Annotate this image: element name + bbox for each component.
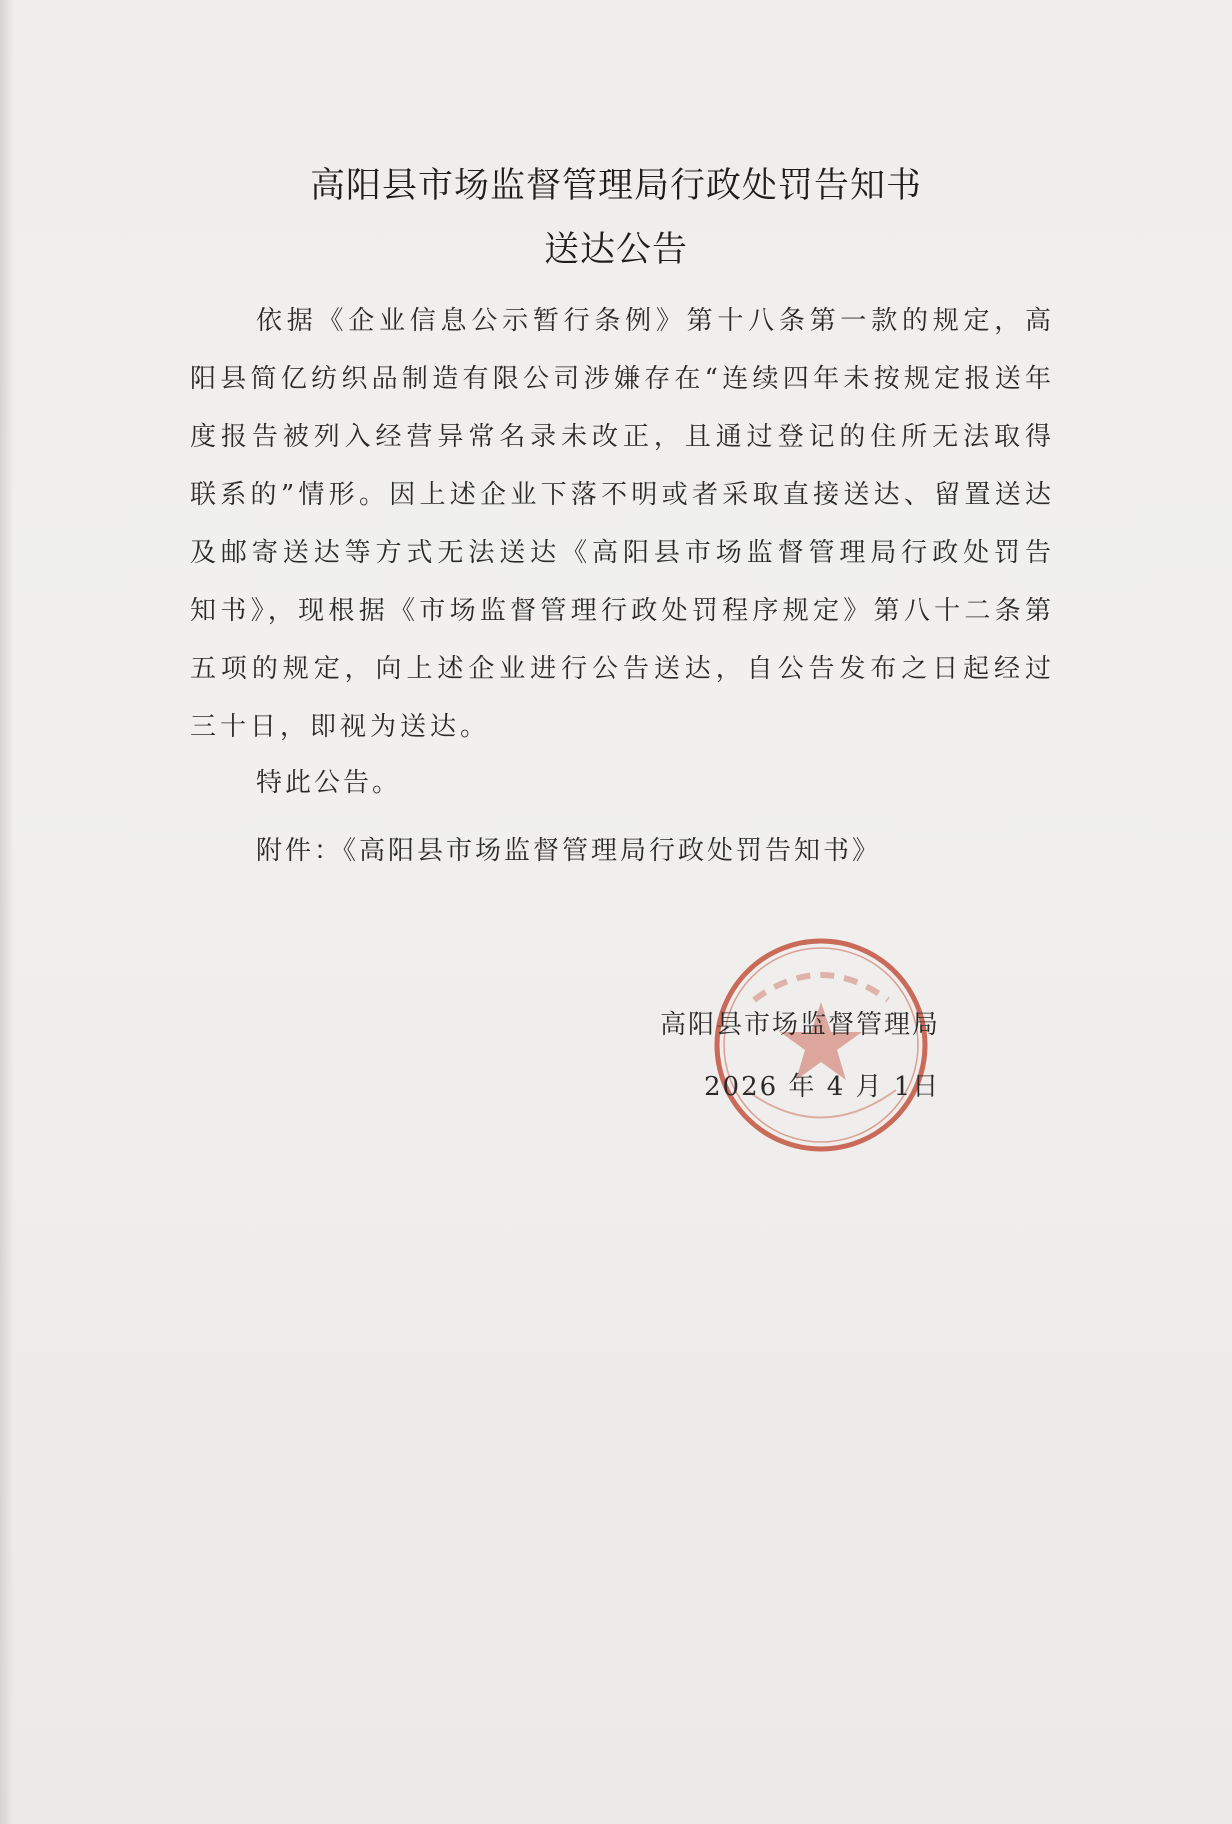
- issuer-signature: 高阳县市场监督管理局: [660, 1010, 941, 1040]
- official-seal-icon: [706, 930, 936, 1160]
- issue-date: 2026 年 4 月 1日: [704, 1072, 941, 1102]
- page-edge-shadow: [0, 0, 14, 1824]
- notice-subtitle: 送达公告: [543, 230, 688, 270]
- closing-text: 特此公告。: [256, 768, 402, 798]
- notice-title: 高阳县市场监督管理局行政处罚告知书: [309, 166, 922, 206]
- notice-body: 依据《企业信息公示暂行条例》第十八条第一款的规定，高阳县简亿纺织品制造有限公司涉嫌存在“连续四年未按规定报送年度报告被列入经营异常名录未改正，且通过登记的住所无法取得联系的”情形。因上述企业下落不明或者采取直接送达、留置送达及邮寄送达等方式无法送达《高阳县市场监督管理局行政处罚告知书》，现根据《市场监督管理行政处罚程序规定》第八十二条第五项的规定，向上述企业进行公告送达，自公告发布之日起经过三十日，即视为送达。: [190, 306, 1055, 742]
- attachment-text: 附件：《高阳县市场监督管理局行政处罚告知书》: [256, 836, 882, 866]
